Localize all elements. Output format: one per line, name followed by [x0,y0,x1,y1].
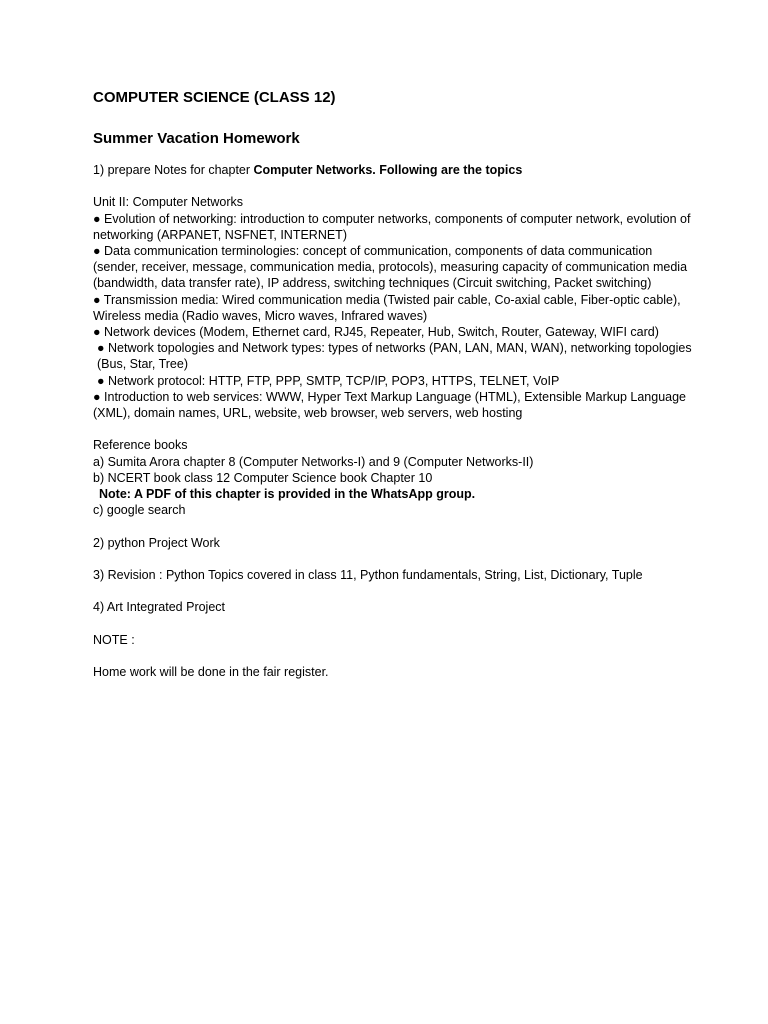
bullet-item: ● Network protocol: HTTP, FTP, PPP, SMTP, TCP/IP, POP3, HTTPS, TELNET, VoIP [97,373,560,388]
bullet-item: ● Introduction to web services: WWW, Hyper Text Markup Language (HTML), Extensible Markup Language (XML), domain names, URL, website, web browser, web servers, web hosting [93,389,686,421]
bullet-item: ● Evolution of networking: introduction to computer networks, components of computer network, evolution of networking (ARPANET, NSFNET, INTERNET) [93,211,691,242]
reference-item: a) Sumita Arora chapter 8 (Computer Networks-I) and 9 (Computer Networks-II) [93,454,534,469]
unit-heading: Unit II: Computer Networks [93,195,244,210]
document-subtitle: Summer Vacation Homework [93,130,300,147]
bullet-item: ● Transmission media: Wired communication media (Twisted pair cable, Co-axial cable, Fiber-optic cable), Wireless media (Radio waves, Micro waves, Infrared waves) [93,292,681,323]
document-title: COMPUTER SCIENCE (CLASS 12) [93,89,336,106]
task-3: 3) Revision : Python Topics covered in class 11, Python fundamentals, String, List, Dictionary, Tuple [93,568,643,583]
reference-note: Note: A PDF of this chapter is provided in the WhatsApp group. [99,487,476,502]
task-1 [93,162,693,178]
task-1-prefix: 1) prepare Notes for chapter [93,163,254,177]
reference-item: c) google search [93,503,186,518]
closing-text: Home work will be done in the fair register. [93,665,329,680]
bullet-item: ● Data communication terminologies: concept of communication, components of data communication (sender, receiver, message, communication media, protocols), measuring capacity of communication media (bandwidth, data transfer rate), IP address, switching techniques (Circuit switching, Packet switching) [93,244,688,291]
document-page [93,88,693,680]
task-4: 4) Art Integrated Project [93,600,226,615]
task-2: 2) python Project Work [93,535,220,550]
bullet-item: ● Network topologies and Network types: types of networks (PAN, LAN, MAN, WAN), networking topologies (Bus, Star, Tree) [97,341,692,372]
note-label: NOTE : [93,632,135,647]
bullet-item: ● Network devices (Modem, Ethernet card, RJ45, Repeater, Hub, Switch, Router, Gateway, WIFI card) [93,325,659,340]
reference-item: b) NCERT book class 12 Computer Science book Chapter 10 [93,470,433,485]
task-1-bold: Computer Networks. Following are the topics [253,163,523,177]
reference-heading: Reference books [93,438,188,453]
